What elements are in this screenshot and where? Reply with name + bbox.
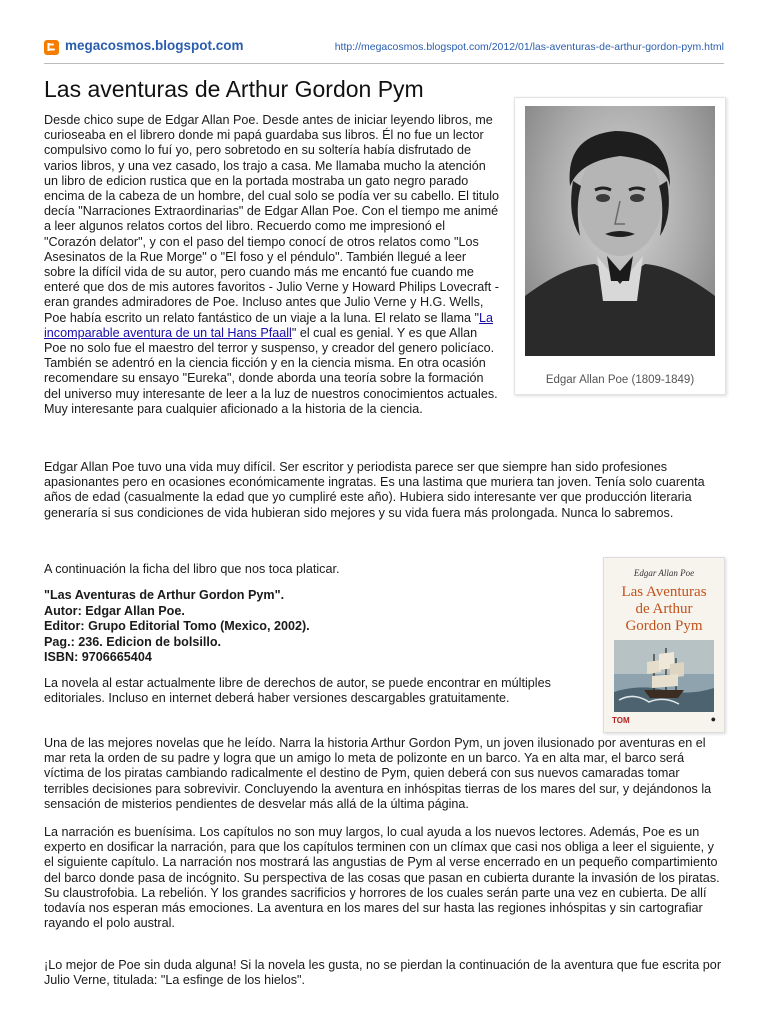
blogger-icon (44, 40, 59, 55)
page-url-link[interactable]: http://megacosmos.blogspot.com/2012/01/las-aventuras-de-arthur-gordon-pym.html (334, 41, 724, 53)
page-title: Las aventuras de Arthur Gordon Pym (44, 76, 424, 102)
book-info-title: "Las Aventuras de Arthur Gordon Pym". (44, 588, 285, 602)
book-cover-ship-painting (614, 640, 714, 712)
hans-pfaall-link[interactable]: La incomparable aventura de un tal Hans Pfaall (44, 310, 494, 340)
paragraph-intro-tail: " el cual es genial. Y es que Allan Poe no solo fue el maestro del terror y suspenso, y creador del genero policíaco. También se adentró en la ciencia ficción y en la ciencia misma. En otra ocasión recomendare su ensayo "Eureka", donde aborda una teoría sobre la formación del universo muy interesante de leer a la luz de nuestros conocimientos actuales. Muy interesante para cualquier aficionado a la historia de la ciencia. (44, 325, 498, 416)
pin-icon: ● (710, 714, 716, 724)
poe-portrait-image (525, 106, 715, 356)
book-info-pages: Pag.: 236. Edicion de bolsillo. (44, 634, 222, 649)
site-name-link[interactable]: megacosmos.blogspot.com (65, 38, 244, 53)
paragraph-closing: ¡Lo mejor de Poe sin duda alguna! Si la novela les gusta, no se pierdan la continuación de la aventura que fue escrita por Julio Verne, titulada: "La esfinge de los hielos". (44, 958, 722, 988)
book-cover-figure (603, 557, 725, 733)
poe-portrait-figure (514, 97, 726, 395)
book-cover-title (604, 584, 724, 635)
book-cover-title-line: de Arthur (635, 601, 693, 617)
book-cover-author: Edgar Allan Poe (633, 568, 695, 578)
paragraph-ficha-intro: A continuación la ficha del libro que nos toca platicar. (44, 562, 340, 576)
paragraph-intro-text: Desde chico supe de Edgar Allan Poe. Desde antes de iniciar leyendo libros, me curioseaba en el librero donde mi papá guardaba sus libros. Él no fue un lector compulsivo como lo fuí yo, pero sobretodo en su soltería había disfrutado de varios libros, y una vez casado, los trajo a casa. Me llamaba mucho la atención un libro de edicion rustica que en la portada mostraba un gato negro parado encima de la cabeza de un hombre, del cual solo se podía ver su cabello. El titulo decía "Narraciones Extraordinarias" de Edgar Allan Poe. Con el tiempo me animé a leer algunos relatos cortos del libro. Recuerdo como me impresionó el "Corazón delator", y con el paso del tiempo conocí de otros relatos como "Los Asesinatos de la Rue Morge" o "El foso y el péndulo". También llegué a leer sobre la difícil vida de su autor, pero cuando más me encantó fue cuando me enteré que dos de mis autores favoritos - Julio Verne y Howard Philips Lovecraft - eran grandes admiradores de Poe. Incluso antes que Julio Verne y H.G. Wells, Poe había escrito un relato fantástico de un viaje a la luna. El relato se llama " (44, 113, 500, 325)
page-header (44, 38, 724, 60)
book-info-isbn: ISBN: 9706665404 (44, 650, 152, 664)
book-cover-title-line: Gordon Pym (625, 618, 703, 634)
book-info-author: Autor: Edgar Allan Poe. (44, 603, 185, 618)
book-info-block (44, 588, 564, 666)
book-cover-title-line: Las Aventuras (621, 584, 707, 600)
book-info-editor: Editor: Grupo Editorial Tomo (Mexico, 2002). (44, 619, 310, 633)
publisher-logo: TOM (612, 716, 630, 725)
paragraph-story: Una de las mejores novelas que he leído. Narra la historia Arthur Gordon Pym, un joven ilusionado por aventuras en el mar reta la orden de su padre y logra que un amigo lo meta de polizonte en un barco. Ya en alta mar, el barco será víctima de los piratas cambiando radicalmente el destino de Pym, quien deberá con sus nuevos camaradas tomar terribles decisiones para sobrevivir. Concluyendo la aventura en inhóspitas tierras de los mares del sur, y dejándonos la sensación de misterios pendientes de desvelar más allá de la última página. (44, 736, 712, 811)
portrait-caption: Edgar Allan Poe (1809-1849) (545, 374, 695, 386)
paragraph-narration: La narración es buenísima. Los capítulos no son muy largos, lo cual ayuda a los nuevos lectores. Además, Poe es un experto en dosificar la narración, para que los capítulos terminen con un clímax que casi nos obliga a leer el siguiente, y el siguiente capítulo. La narración nos mostrará las angustias de Pym al verse encerrado en un pequeño compartimiento del barco donde pasa de incógnito. Su perspectiva de las cosas que pasan en cubierta durante la invasión de los piratas. Su claustrofobia. La rebelión. Y los grandes sacrificios y horrores de los cuales serán parte una vez en cubierta. De allí todavía nos esperan más emociones. La aventura en los mares del sur hasta las regiones inhóspitas y sin cartografiar rayando el polo austral. (44, 825, 720, 931)
paragraph-free-rights: La novela al estar actualmente libre de derechos de autor, se puede encontrar en múltiples editoriales. Incluso en internet deberá haber versiones descargables gratuitamente. (44, 676, 551, 706)
paragraph-intro (44, 113, 500, 417)
paragraph-poe-life: Edgar Allan Poe tuvo una vida muy difícil. Ser escritor y periodista parece ser que siempre han sido profesiones apasionantes pero en ocasiones económicamente ingratas. Es una lastima que muriera tan joven. Tenía solo cuarenta años de edad (casualmente la edad que yo cumpliré este año). Hubiera sido interesante ver que producción literaria generaría si sus condiciones de vida hubieran sido mejores y su vida fuera más prolongada. Nunca lo sabremos. (44, 460, 705, 520)
header-divider (44, 63, 724, 64)
